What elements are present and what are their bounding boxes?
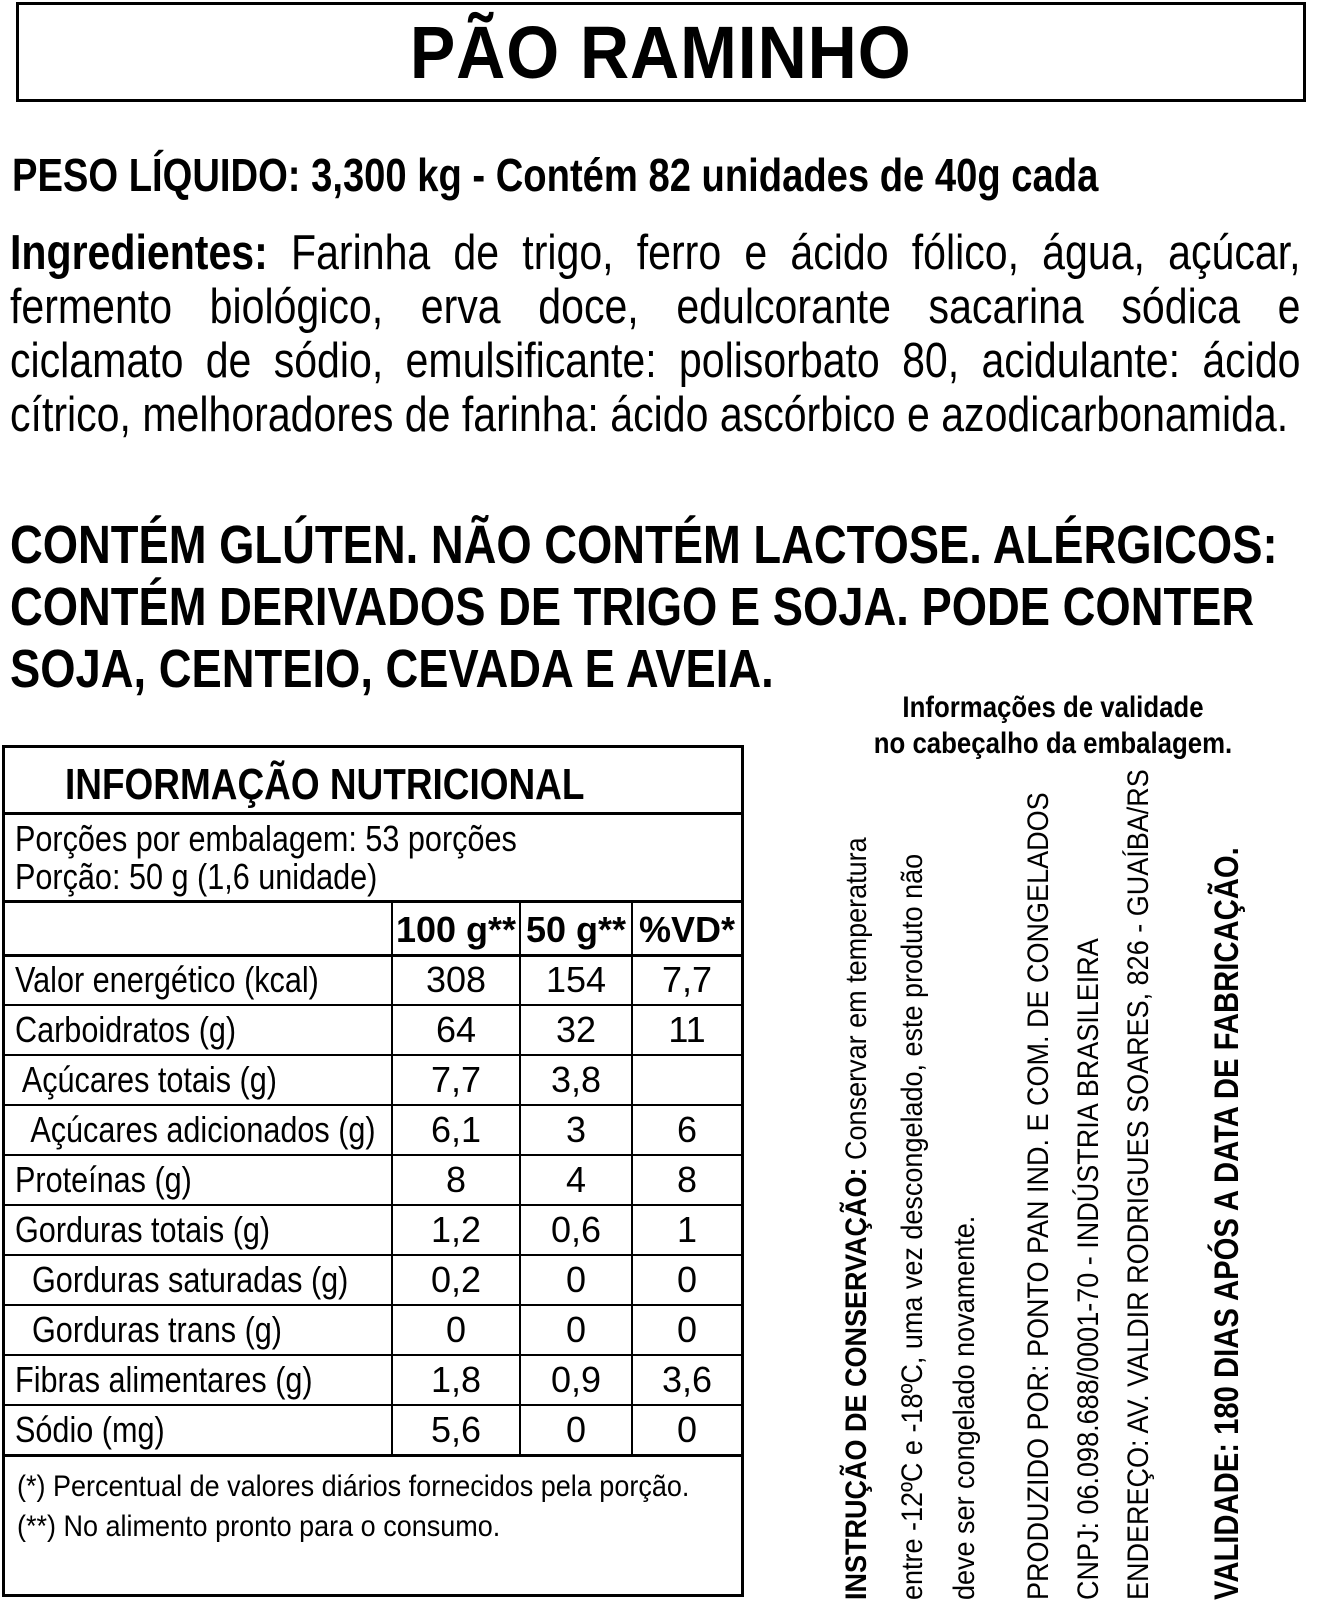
nutrient-value-100g: 0,2 <box>430 1259 482 1300</box>
product-title: PÃO RAMINHO <box>410 10 912 94</box>
validity-info-line2: no cabeçalho da embalagem. <box>873 727 1233 760</box>
header-100g: 100 g** <box>395 909 517 950</box>
nutrition-table <box>2 745 744 1597</box>
column-divider <box>631 900 633 1456</box>
column-divider <box>519 900 521 1456</box>
nutrient-value-vd: 0 <box>676 1259 698 1300</box>
nutrient-value-50g: 0 <box>565 1309 587 1350</box>
nutrient-name: Valor energético (kcal) <box>15 959 319 1000</box>
nutrient-value-100g: 308 <box>425 959 487 1000</box>
nutrient-name: Açúcares totais (g) <box>15 1059 277 1100</box>
nutrient-value-vd: 8 <box>676 1159 698 1200</box>
nutrient-value-100g: 0 <box>445 1309 467 1350</box>
nutrient-value-vd: 6 <box>676 1109 698 1150</box>
nutrient-name: Gorduras saturadas (g) <box>15 1259 349 1300</box>
nutrition-title: INFORMAÇÃO NUTRICIONAL <box>65 760 585 809</box>
footnote-ready: (**) No alimento pronto para o consumo. <box>17 1510 501 1543</box>
nutrient-name: Gorduras totais (g) <box>15 1209 271 1250</box>
nutrient-value-vd: 0 <box>676 1309 698 1350</box>
nutrient-value-vd: 11 <box>668 1009 706 1050</box>
nutrient-value-50g: 3,8 <box>550 1059 602 1100</box>
storage-line3: deve ser congelado novamente. <box>948 1215 981 1600</box>
nutrient-value-vd: 7,7 <box>661 959 713 1000</box>
nutrient-value-100g: 8 <box>445 1159 467 1200</box>
storage-label: INSTRUÇÃO DE CONSERVAÇÃO: <box>840 1167 873 1600</box>
producer-line3: ENDEREÇO: AV. VALDIR RODRIGUES SOARES, 826 - GUAÍBA/RS <box>1122 769 1155 1600</box>
nutrient-value-vd: 1 <box>676 1209 698 1250</box>
nutrient-value-100g: 1,2 <box>430 1209 482 1250</box>
nutrient-value-50g: 0 <box>565 1409 587 1450</box>
nutrient-value-100g: 1,8 <box>430 1359 482 1400</box>
nutrient-name: Proteínas (g) <box>15 1159 192 1200</box>
validity-info <box>838 690 1268 762</box>
nutrient-name: Fibras alimentares (g) <box>15 1359 313 1400</box>
nutrient-name: Gorduras trans (g) <box>15 1309 282 1350</box>
nutrient-value-100g: 5,6 <box>430 1409 482 1450</box>
ingredients-block <box>10 226 1301 442</box>
validity-info-line1: Informações de validade <box>902 691 1204 724</box>
storage-line2: entre -12ºC e -18ºC, uma vez descongelado, este produto não <box>896 853 929 1600</box>
nutrient-name: Açúcares adicionados (g) <box>15 1109 376 1150</box>
header-50g: 50 g** <box>525 909 627 950</box>
column-divider <box>391 900 393 1456</box>
footnote-vd: (*) Percentual de valores diários fornecidos pela porção. <box>17 1470 690 1503</box>
nutrient-value-100g: 64 <box>435 1009 477 1050</box>
servings-per-package: Porções por embalagem: 53 porções <box>15 818 517 859</box>
nutrient-value-50g: 0 <box>565 1259 587 1300</box>
nutrient-value-50g: 154 <box>545 959 607 1000</box>
nutrient-value-50g: 0,6 <box>550 1209 602 1250</box>
serving-size: Porção: 50 g (1,6 unidade) <box>15 856 378 897</box>
net-weight: PESO LÍQUIDO: 3,300 kg - Contém 82 unidades de 40g cada <box>12 149 1099 201</box>
storage-line1 <box>840 837 874 1600</box>
header-vd: %VD* <box>638 909 736 950</box>
storage-text1: Conservar em temperatura <box>840 837 873 1160</box>
nutrient-value-vd: 3,6 <box>661 1359 713 1400</box>
nutrient-value-100g: 6,1 <box>430 1109 482 1150</box>
shelf-life: VALIDADE: 180 DIAS APÓS A DATA DE FABRICAÇÃO. <box>1208 847 1246 1600</box>
nutrient-value-50g: 3 <box>565 1109 587 1150</box>
title-box <box>16 2 1306 102</box>
nutrient-value-100g: 7,7 <box>430 1059 482 1100</box>
nutrient-value-vd: 0 <box>676 1409 698 1450</box>
allergen-warning: CONTÉM GLÚTEN. NÃO CONTÉM LACTOSE. ALÉRGICOS: CONTÉM DERIVADOS DE TRIGO E SOJA. PODE CONTER SOJA, CENTEIO, CEVADA E AVEIA. <box>10 515 1278 699</box>
producer-line2: CNPJ: 06.098.688/0001-70 - INDÚSTRIA BRASILEIRA <box>1072 938 1105 1600</box>
nutrient-value-50g: 32 <box>555 1009 597 1050</box>
producer-line1: PRODUZIDO POR: PONTO PAN IND. E COM. DE CONGELADOS <box>1022 792 1055 1600</box>
nutrient-value-vd <box>633 1056 741 1104</box>
divider <box>5 1454 741 1457</box>
nutrient-name: Sódio (mg) <box>15 1409 165 1450</box>
ingredients-label: Ingredientes: <box>10 226 268 280</box>
nutrient-name: Carboidratos (g) <box>15 1009 237 1050</box>
divider <box>5 812 741 815</box>
nutrient-value-50g: 4 <box>565 1159 587 1200</box>
ingredients-text: Farinha de trigo, ferro e ácido fólico, água, açúcar, fermento biológico, erva doce, edulcorante sacarina sódica e ciclamato de sódio, emulsificante: polisorbato 80, acidulante: ácido cítrico, melhoradores de farinha: ácido ascórbico e azodicarbonamida. <box>10 226 1301 442</box>
nutrient-value-50g: 0,9 <box>550 1359 602 1400</box>
